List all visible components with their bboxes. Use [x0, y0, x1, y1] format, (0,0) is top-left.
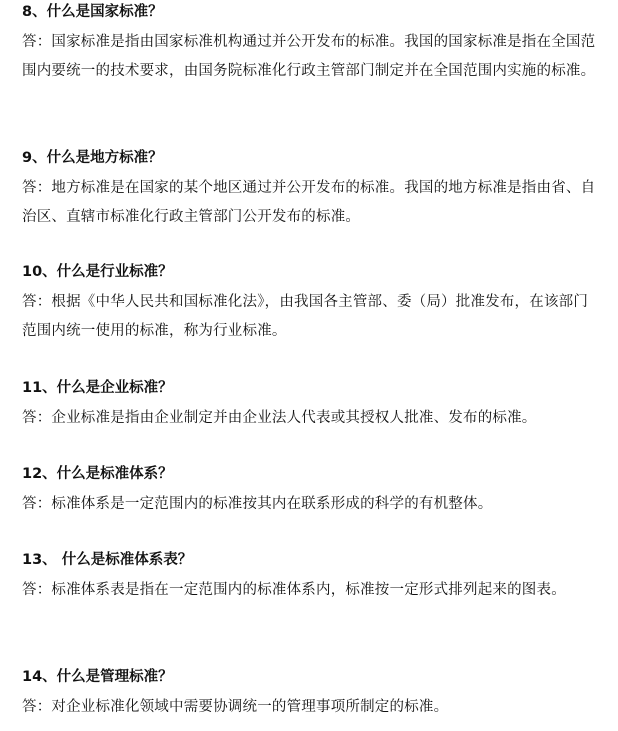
answer-text: 答：企业标准是指由企业制定并由企业法人代表或其授权人批准、发布的标准。 — [22, 410, 537, 426]
qa-item-8 — [22, 2, 598, 86]
answer-text: 答：标准体系是一定范围内的标准按其内在联系形成的科学的有机整体。 — [22, 496, 493, 512]
question-heading: 13、 什么是标准体系表？ — [22, 552, 193, 568]
answer-text: 答：标准体系表是指在一定范围内的标准体系内，标准按一定形式排列起来的图表。 — [22, 582, 566, 598]
question-heading: 10、什么是行业标准？ — [22, 264, 173, 280]
answer-text: 答：国家标准是指由国家标准机构通过并公开发布的标准。我国的国家标准是指在全国范围内要统一的技术要求，由国务院标准化行政主管部门制定并在全国范围内实施的标准。 — [22, 34, 596, 79]
question-heading: 9、什么是地方标准？ — [22, 150, 163, 166]
qa-item-11 — [22, 378, 598, 433]
answer-text: 答：根据《中华人民共和国标准化法》，由我国各主管部、委（局）批准发布，在该部门范围内统一使用的标准，称为行业标准。 — [22, 294, 589, 339]
qa-item-14 — [22, 667, 598, 722]
answer-text: 答：对企业标准化领域中需要协调统一的管理事项所制定的标准。 — [22, 699, 449, 715]
question-heading: 14、什么是管理标准？ — [22, 669, 173, 685]
qa-item-13 — [22, 550, 598, 605]
qa-item-10 — [22, 262, 598, 346]
answer-text: 答：地方标准是在国家的某个地区通过并公开发布的标准。我国的地方标准是指由省、自治区、直辖市标准化行政主管部门公开发布的标准。 — [22, 180, 596, 225]
question-heading: 12、什么是标准体系？ — [22, 466, 173, 482]
qa-item-9 — [22, 148, 598, 232]
question-heading: 11、什么是企业标准？ — [22, 380, 173, 396]
qa-item-12 — [22, 464, 598, 519]
question-heading: 8、什么是国家标准？ — [22, 4, 163, 20]
